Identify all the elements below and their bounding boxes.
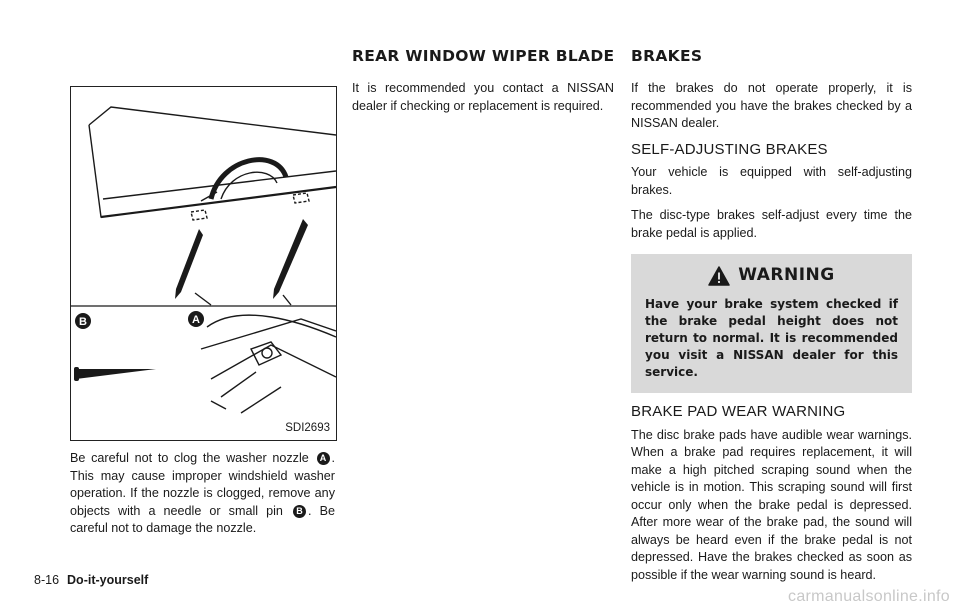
self-adjusting-heading: SELF-ADJUSTING BRAKES (631, 140, 828, 158)
self-adjusting-p2: The disc-type brakes self-adjust every time the brake pedal is applied. (631, 208, 912, 240)
warning-triangle-icon (708, 266, 730, 286)
callout-a-icon: A (317, 452, 330, 465)
page-number: 8-16 (34, 573, 60, 587)
figure-label-b: B (79, 316, 87, 328)
warning-box (631, 254, 912, 393)
self-adjusting-p1: Your vehicle is equipped with self-adjusting brakes. (631, 165, 912, 197)
figure-code: SDI2693 (285, 422, 330, 434)
brakes-intro: If the brakes do not operate properly, it is recommended you have the brakes checked by a NISSAN dealer. (631, 81, 912, 130)
warning-header (645, 266, 898, 286)
pad-wear-paragraph: The disc brake pads have audible wear warnings. When a brake pad requires replacement, it will make a high pitched scraping sound when the vehicle is in motion. This scraping sound will first occur only when the brake pedal is depressed. After more wear of the brake pad, the sound will always be heard even if the brake pedal is not depressed. Have the brakes checked as soon as possible if the wear warning sound is heard. (631, 427, 912, 582)
wiper-nozzle-figure (70, 86, 337, 441)
watermark: carmanualsonline.info (788, 588, 950, 605)
brakes-column (631, 80, 912, 592)
footer-section: Do-it-yourself (67, 573, 149, 587)
page-footer (34, 573, 148, 587)
callout-b-icon: B (293, 505, 306, 518)
rear-wiper-heading: REAR WINDOW WIPER BLADE (352, 47, 615, 65)
warning-text: Have your brake system checked if the brake pedal height does not return to normal. It is recommended you visit a NISSAN dealer for this service. (645, 297, 898, 379)
brakes-heading: BRAKES (631, 47, 703, 65)
rear-wiper-text (352, 80, 614, 123)
nozzle-illustration (71, 87, 336, 440)
callout-b-marker (75, 313, 91, 329)
callout-a-marker (188, 311, 204, 327)
figure-label-a: A (192, 314, 200, 326)
caption-part-2: . This may cause improper windshield washer operation. If the nozzle is clogged, remove any objects with a needle or small pin (70, 451, 335, 518)
caption-part-1: Be careful not to clog the washer nozzle (70, 451, 309, 465)
nozzle-caption (70, 450, 335, 546)
pad-wear-heading: BRAKE PAD WEAR WARNING (631, 403, 846, 420)
caption-part-3: . Be careful not to damage the nozzle. (70, 503, 336, 535)
rear-wiper-paragraph: It is recommended you contact a NISSAN dealer if checking or replacement is required. (352, 81, 614, 113)
warning-title: WARNING (738, 265, 835, 286)
